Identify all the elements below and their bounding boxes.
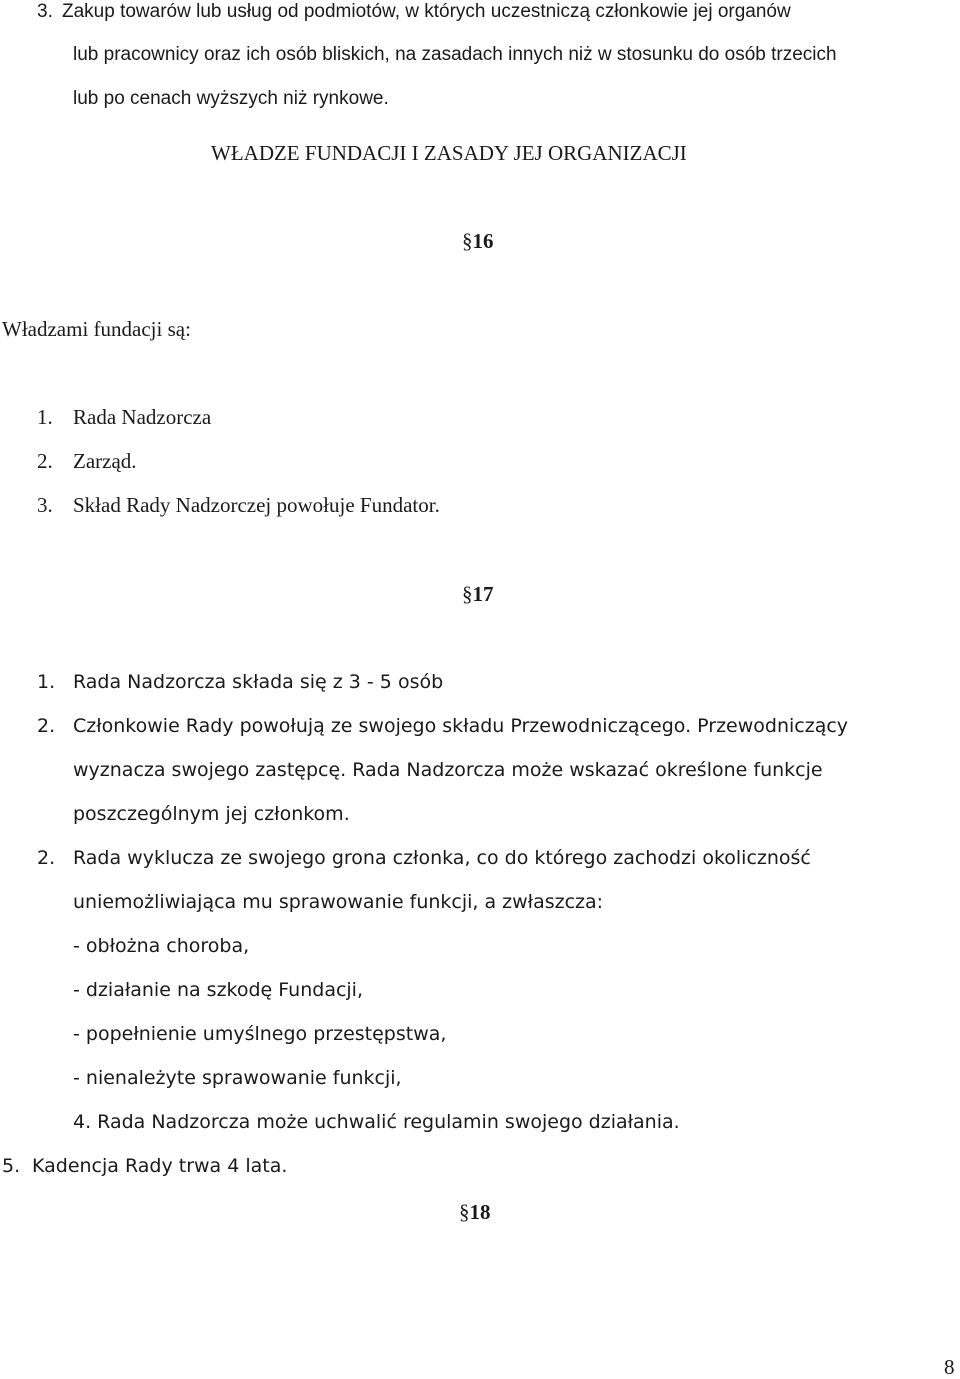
list-item-number: 1. xyxy=(37,405,53,429)
list-item: 4. Rada Nadzorcza może uchwalić regulamin swojego działania. xyxy=(73,1111,680,1133)
section-mark-17: § xyxy=(462,582,473,606)
list-item-text: Członkowie Rady powołują ze swojego składu Przewodniczącego. Przewodniczący xyxy=(73,715,849,737)
list-item xyxy=(37,451,137,472)
list-item-text: Rada Nadzorcza xyxy=(73,405,212,429)
list-item xyxy=(37,407,211,428)
list-item-text: Rada Nadzorcza składa się z 3 - 5 osób xyxy=(73,671,444,693)
top-item-line-1: Zakup towarów lub usług od podmiotów, w których uczestniczą członkowie jej organów xyxy=(62,1,791,22)
top-item-line-2: lub pracownicy oraz ich osób bliskich, na zasadach innych niż w stosunku do osób trzecich xyxy=(73,44,837,65)
list-item-text: Kadencja Rady trwa 4 lata. xyxy=(32,1155,288,1177)
bullet-item: - obłożna choroba, xyxy=(73,935,250,957)
list-item-text: Skład Rady Nadzorczej powołuje Fundator. xyxy=(73,493,440,517)
page-number: 8 xyxy=(944,1355,955,1379)
list-item-text: Zarząd. xyxy=(73,449,137,473)
paragraph-16-heading xyxy=(462,231,494,252)
list-item-continuation: wyznacza swojego zastępcę. Rada Nadzorcza może wskazać określone funkcje xyxy=(73,759,823,781)
section-heading: WŁADZE FUNDACJI I ZASADY JEJ ORGANIZACJI xyxy=(211,141,687,165)
paragraph-16-intro: Władzami fundacji są: xyxy=(2,317,191,341)
list-item-number: 2. xyxy=(37,715,56,737)
list-item-number: 3. xyxy=(37,493,53,517)
section-mark-18: § xyxy=(459,1200,470,1224)
top-item-line-3: lub po cenach wyższych niż rynkowe. xyxy=(73,88,389,109)
list-item-continuation: uniemożliwiająca mu sprawowanie funkcji, a zwłaszcza: xyxy=(73,891,604,913)
list-item xyxy=(37,495,440,516)
list-item xyxy=(37,717,848,736)
list-item-number: 5. xyxy=(2,1155,21,1177)
paragraph-18-heading xyxy=(459,1202,491,1223)
paragraph-16-number: 16 xyxy=(472,229,494,253)
list-item-number: 2. xyxy=(37,449,53,473)
paragraph-18-number: 18 xyxy=(469,1200,491,1224)
list-item-text: Rada wyklucza ze swojego grona członka, co do którego zachodzi okoliczność xyxy=(73,847,811,869)
list-item xyxy=(37,673,443,692)
paragraph-17-number: 17 xyxy=(472,582,494,606)
list-item-number: 1. xyxy=(37,671,56,693)
bullet-item: - nienależyte sprawowanie funkcji, xyxy=(73,1067,402,1089)
bullet-item: - popełnienie umyślnego przestępstwa, xyxy=(73,1023,447,1045)
section-mark-16: § xyxy=(462,229,473,253)
top-item-number: 3. xyxy=(37,1,53,22)
bullet-item: - działanie na szkodę Fundacji, xyxy=(73,979,364,1001)
list-item xyxy=(37,849,811,868)
paragraph-17-heading xyxy=(462,584,494,605)
list-item-continuation: poszczególnym jej członkom. xyxy=(73,803,350,825)
list-item-number: 2. xyxy=(37,847,56,869)
list-item xyxy=(2,1157,287,1176)
